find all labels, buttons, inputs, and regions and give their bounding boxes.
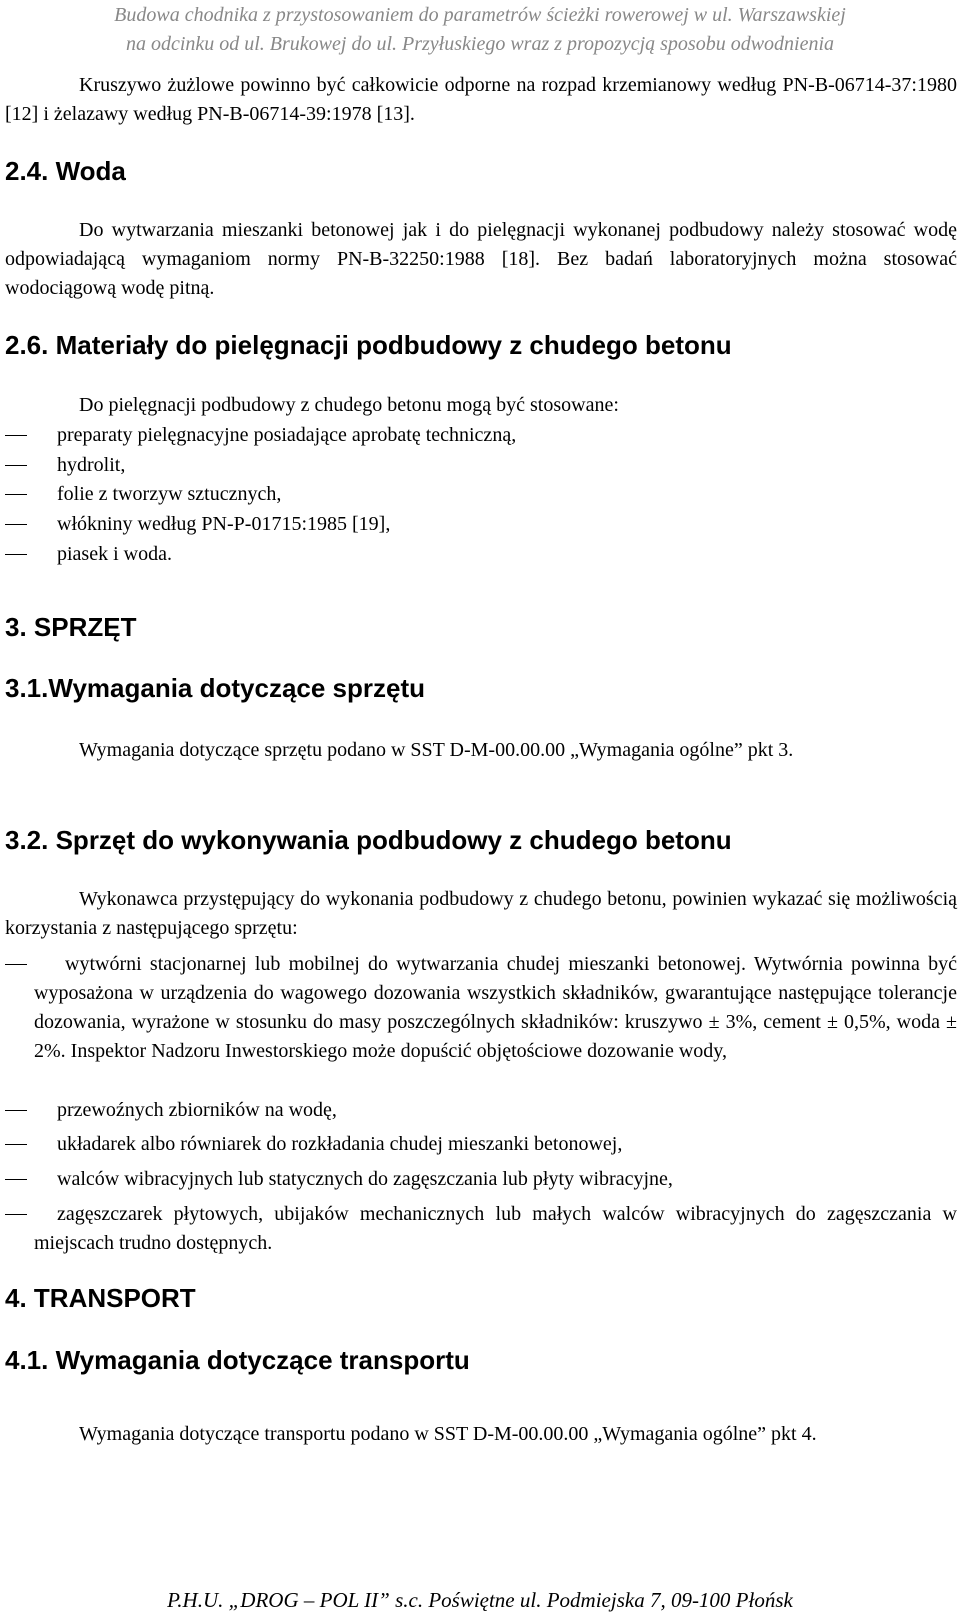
dash-bullet bbox=[5, 554, 27, 555]
list-item-text: hydrolit, bbox=[57, 454, 126, 476]
list-item bbox=[5, 1200, 957, 1258]
dash-bullet bbox=[5, 1110, 27, 1111]
header-line-2: na odcinku od ul. Brukowej do ul. Przyłuskiego wraz z propozycją sposobu odwodnienia bbox=[125, 33, 835, 55]
list-item-text: walców wibracyjnych lub statycznych do zagęszczania lub płyty wibracyjne, bbox=[57, 1168, 673, 1190]
dash-bullet bbox=[5, 1179, 27, 1180]
section-2-6-intro: Do pielęgnacji podbudowy z chudego betonu mogą być stosowane: bbox=[79, 394, 619, 416]
section-3-1-heading: 3.1.Wymagania dotyczące sprzętu bbox=[5, 673, 426, 703]
dash-bullet bbox=[5, 964, 27, 965]
list-item bbox=[5, 451, 957, 480]
list-item bbox=[5, 421, 957, 450]
dash-bullet bbox=[5, 465, 27, 466]
section-4-heading: 4. TRANSPORT bbox=[5, 1283, 196, 1313]
section-4-1-paragraph: Wymagania dotyczące transportu podano w SST D-M-00.00.00 „Wymagania ogólne” pkt 4. bbox=[79, 1423, 817, 1445]
page-header bbox=[0, 1, 960, 59]
list-item-text: wytwórni stacjonarnej lub mobilnej do wytwarzania chudej mieszanki betonowej. Wytwórnia powinna być wyposażona w urządzenia do wagowego dozowania wszystkich składników, gwarantujące następujące tolerancje dozowania, wyrażone w stosunku do masy poszczególnych składników: kruszywo ± 3%, cement ± 0,5%, woda ± 2%. Inspektor Nadzoru Inwestorskiego może dopuścić objętościowe dozowanie wody, bbox=[34, 953, 957, 1062]
list-item bbox=[5, 1096, 957, 1125]
page-footer: P.H.U. „DROG – POL II” s.c. Poświętne ul. Podmiejska 7, 09-100 Płońsk bbox=[167, 1588, 793, 1612]
list-item bbox=[5, 1165, 957, 1194]
section-4-1-heading: 4.1. Wymagania dotyczące transportu bbox=[5, 1345, 470, 1375]
list-item-text: piasek i woda. bbox=[57, 543, 172, 565]
dash-bullet bbox=[5, 435, 27, 436]
section-2-4-paragraph: Do wytwarzania mieszanki betonowej jak i do pielęgnacji wykonanej podbudowy należy stosować wodę odpowiadającą wymaganiom normy PN-B-32250:1988 [18]. Bez badań laboratoryjnych można stosować wodociągową wodę pitną. bbox=[5, 219, 957, 299]
list-item bbox=[5, 510, 957, 539]
list-item-text: folie z tworzyw sztucznych, bbox=[57, 483, 282, 505]
list-item bbox=[5, 540, 957, 569]
list-item-text: włókniny według PN-P-01715:1985 [19], bbox=[57, 513, 391, 535]
section-3-heading: 3. SPRZĘT bbox=[5, 612, 137, 642]
section-3-2-heading: 3.2. Sprzęt do wykonywania podbudowy z chudego betonu bbox=[5, 825, 732, 855]
header-line-1: Budowa chodnika z przystosowaniem do parametrów ścieżki rowerowej w ul. Warszawskiej bbox=[114, 4, 846, 26]
list-item-text: preparaty pielęgnacyjne posiadające aprobatę techniczną, bbox=[57, 424, 517, 446]
dash-bullet bbox=[5, 1214, 27, 1215]
section-3-2-intro: Wykonawca przystępujący do wykonania podbudowy z chudego betonu, powinien wykazać się możliwością korzystania z następującego sprzętu: bbox=[5, 888, 957, 939]
list-item bbox=[5, 950, 957, 1066]
list-item-text: przewoźnych zbiorników na wodę, bbox=[57, 1099, 337, 1121]
list-item bbox=[5, 480, 957, 509]
section-2-6-heading: 2.6. Materiały do pielęgnacji podbudowy z chudego betonu bbox=[5, 330, 732, 360]
dash-bullet bbox=[5, 494, 27, 495]
section-3-1-paragraph: Wymagania dotyczące sprzętu podano w SST D-M-00.00.00 „Wymagania ogólne” pkt 3. bbox=[79, 739, 794, 761]
section-2-4-heading: 2.4. Woda bbox=[5, 156, 126, 186]
list-item bbox=[5, 1130, 957, 1159]
intro-paragraph: Kruszywo żużlowe powinno być całkowicie odporne na rozpad krzemianowy według PN-B-06714-37:1980 [12] i żelazawy według PN-B-06714-39:1978 [13]. bbox=[5, 74, 957, 125]
list-item-text: układarek albo równiarek do rozkładania chudej mieszanki betonowej, bbox=[57, 1133, 623, 1155]
dash-bullet bbox=[5, 524, 27, 525]
list-item-text: zagęszczarek płytowych, ubijaków mechanicznych lub małych walców wibracyjnych do zagęszczania w miejscach trudno dostępnych. bbox=[34, 1203, 957, 1254]
dash-bullet bbox=[5, 1144, 27, 1145]
